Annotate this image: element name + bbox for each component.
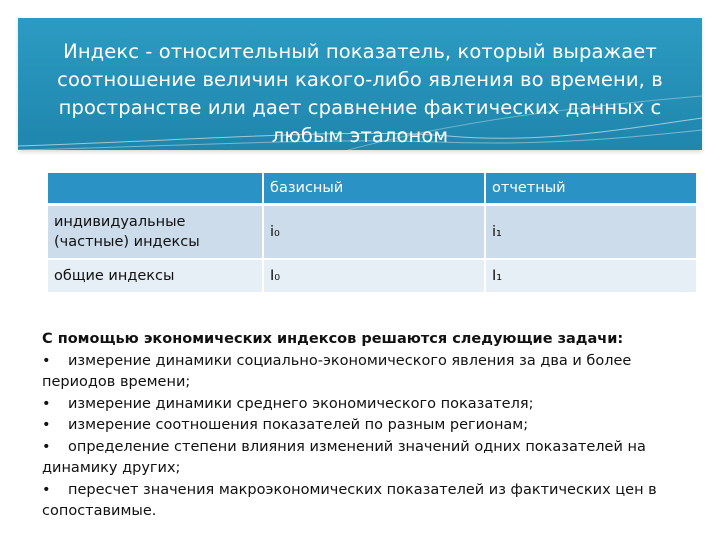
index-table xyxy=(48,173,696,292)
slide-title-line: пространстве или дает сравнение фактических данных с xyxy=(58,96,662,119)
list-item-text: измерение соотношения показателей по разным регионам; xyxy=(68,417,529,433)
list-item xyxy=(42,415,692,437)
list-item-text: измерение динамики среднего экономического показателя; xyxy=(68,395,534,412)
list-item-text: пересчет значения макроэкономических показателей из фактических цен в сопоставимые. xyxy=(42,481,657,519)
table-row xyxy=(48,205,696,260)
list-item-text: определение степени влияния изменений значений одних показателей на динамику других; xyxy=(42,438,646,476)
header-cell-base: базисный xyxy=(263,173,485,205)
list-item xyxy=(42,394,692,416)
list-item-text: измерение динамики социально-экономического явления за два и более периодов времени; xyxy=(42,352,632,390)
row-report: I₁ xyxy=(485,259,696,292)
bullet: • xyxy=(42,417,51,433)
bullet: • xyxy=(42,438,51,455)
row-base: I₀ xyxy=(263,259,485,292)
slide-title-line: соотношение величин какого-либо явления во времени, в xyxy=(57,68,663,91)
row-label: общие индексы xyxy=(48,259,263,292)
tasks-block xyxy=(42,329,692,523)
header-cell-report: отчетный xyxy=(485,173,696,205)
list-item xyxy=(42,437,692,480)
bullet: • xyxy=(42,395,51,412)
header-cell-empty xyxy=(48,173,263,205)
tasks-heading: С помощью экономических индексов решаются следующие задачи: xyxy=(42,331,624,347)
bullet: • xyxy=(42,481,51,498)
slide-title xyxy=(42,38,678,150)
row-base: i₀ xyxy=(263,205,485,260)
slide-title-line: любым эталоном xyxy=(271,124,449,147)
row-report: i₁ xyxy=(485,205,696,260)
title-banner xyxy=(18,18,702,150)
table-header-row xyxy=(48,173,696,205)
list-item xyxy=(42,351,692,394)
bullet: • xyxy=(42,352,51,369)
table-row xyxy=(48,259,696,292)
list-item xyxy=(42,480,692,523)
slide-title-line: Индекс - относительный показатель, который выражает xyxy=(63,40,657,63)
row-label: индивидуальные (частные) индексы xyxy=(48,205,263,260)
